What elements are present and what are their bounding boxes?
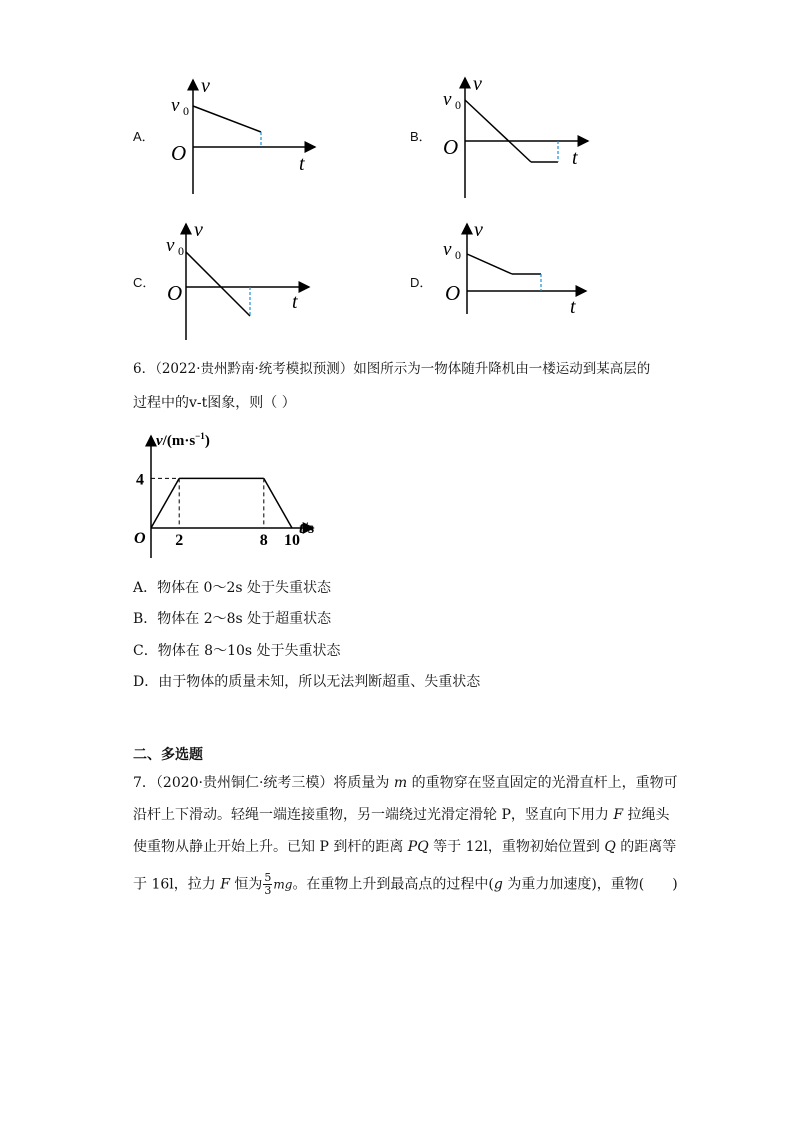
section-title-multiple-choice: 二、多选题 <box>133 747 203 763</box>
velocity-line <box>186 252 250 316</box>
q6-stem-line1: 6．（2022·贵州黔南·统考模拟预测）如图所示为一物体随升降机由一楼运动到某高层的 <box>133 361 651 377</box>
velocity-line <box>193 106 261 132</box>
t-axis-label: t <box>572 147 578 169</box>
v0-subscript: 0 <box>178 244 184 258</box>
option-d-label: D． <box>410 275 433 290</box>
velocity-segment-2 <box>264 478 292 528</box>
y-tick-label-4: 4 <box>136 471 144 489</box>
origin-label: O <box>443 135 459 159</box>
option-a-label: A． <box>133 129 155 144</box>
origin-label: O <box>134 530 146 547</box>
v0-subscript: 0 <box>455 248 461 262</box>
t-axis-label: t <box>570 296 576 318</box>
q6-choice-d[interactable]: D．由于物体的质量未知，所以无法判断超重、失重状态 <box>133 674 481 690</box>
v-axis-label: v <box>194 219 203 241</box>
origin-label: O <box>167 281 183 305</box>
option-b-label: B． <box>410 129 432 144</box>
x-tick-label-10: 10 <box>284 532 300 549</box>
v0-label: v <box>443 89 452 110</box>
v0-subscript: 0 <box>183 104 189 118</box>
v0-subscript: 0 <box>455 98 461 112</box>
option-a-graph <box>165 74 325 198</box>
origin-label: O <box>171 141 187 165</box>
y-axis-label: $v/(m\cdot s^{-1})$ <box>156 431 210 449</box>
q7-stem-line2: 沿杆上下滑动。轻绳一端连接重物，另一端绕过光滑定滑轮 P，竖直向下用力 F 拉绳头 <box>133 807 670 823</box>
t-axis-label: t <box>292 291 298 313</box>
v0-label: v <box>171 95 180 116</box>
x-axis-label: t/s <box>299 520 315 537</box>
v0-label: v <box>166 235 175 256</box>
v-axis-label: v <box>201 75 210 97</box>
x-tick-label-8: 8 <box>259 532 268 549</box>
t-axis-label: t <box>299 153 305 175</box>
q6-choice-c[interactable]: C．物体在 8～10s 处于失重状态 <box>133 643 341 659</box>
velocity-line <box>465 100 531 162</box>
v0-label: v <box>443 239 452 260</box>
origin-label: O <box>445 281 461 305</box>
v-axis-label: v <box>474 219 483 241</box>
option-d-graph <box>440 218 600 318</box>
option-b-graph <box>440 72 600 202</box>
fraction-5-3: $\frac{5}{3}$ <box>264 871 272 897</box>
x-tick-label-2: 2 <box>175 532 184 549</box>
q7-stem-line4: 于 16l，拉力 F 恒为 $\frac{5}{3}$ mg。在重物上升到最高点的过程中(g 为重力加速度)，重物( ) <box>133 871 678 897</box>
q7-stem-line1: 7．（2020·贵州铜仁·统考三模）将质量为 m 的重物穿在竖直固定的光滑直杆上，重物可 <box>133 775 678 791</box>
q6-stem-line2: 过程中的v-t图象，则（ ） <box>133 395 296 411</box>
v-axis-label: v <box>473 73 482 95</box>
option-c-graph <box>163 218 323 344</box>
q7-stem-line3: 使重物从静止开始上升。已知 P 到杆的距离 PQ 等于 12l，重物初始位置到 Q 的距离等 <box>133 839 677 855</box>
option-c-label: C． <box>133 275 156 290</box>
velocity-line <box>467 254 512 274</box>
q6-choice-b[interactable]: B．物体在 2～8s 处于超重状态 <box>133 611 332 627</box>
q6-vt-chart <box>133 428 333 560</box>
q6-choice-a[interactable]: A．物体在 0～2s 处于失重状态 <box>133 580 332 596</box>
velocity-segment-0 <box>151 478 179 528</box>
